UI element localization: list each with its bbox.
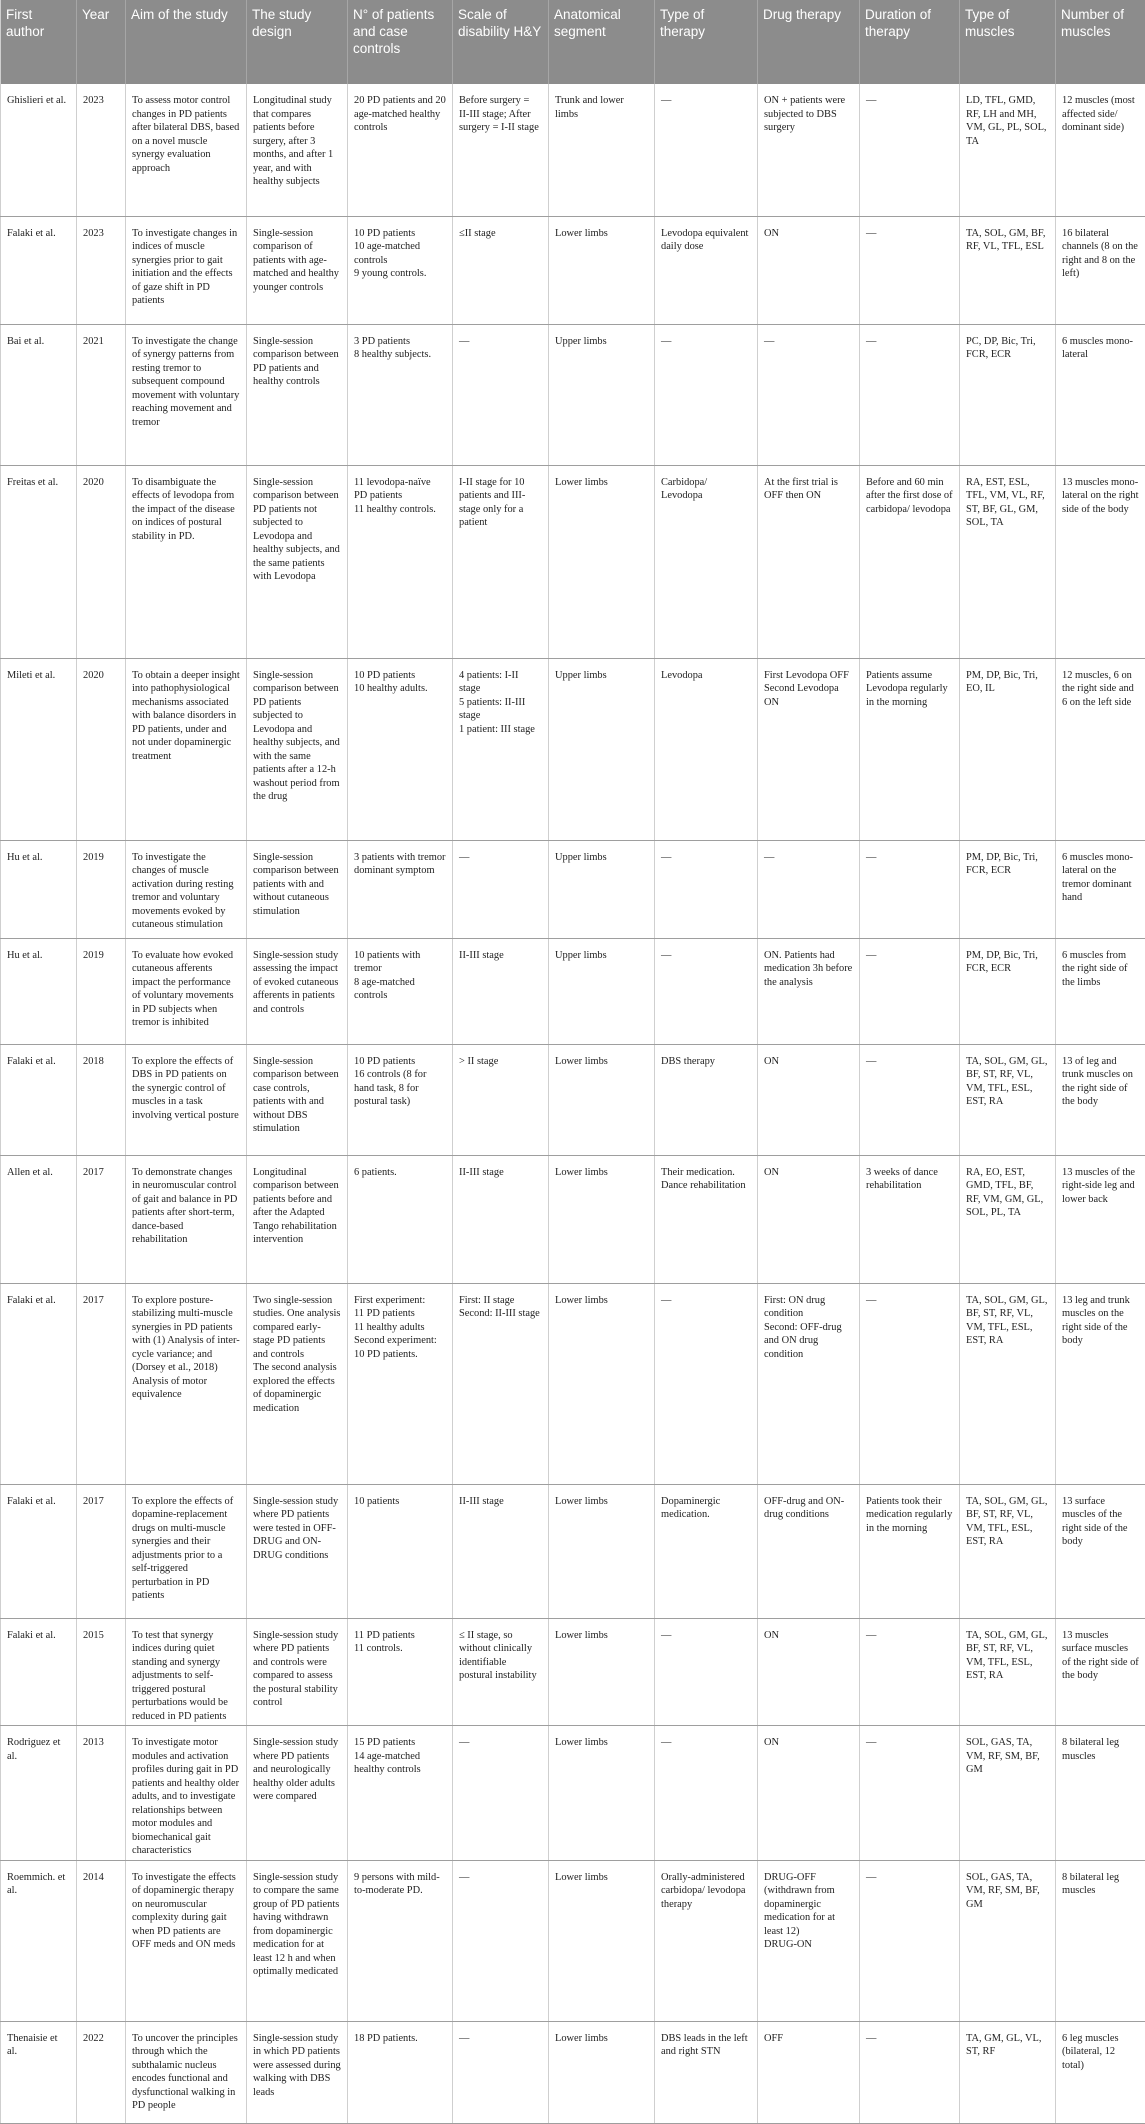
table-row — [1, 84, 1145, 216]
cell-year: 2021 — [77, 324, 126, 465]
cell-aim: To obtain a deeper insight into pathophysiological mechanisms associated with balance disorders in PD patients, under and not under dopaminergic treatment — [126, 658, 247, 840]
cell-first-author: Falaki et al. — [1, 1618, 77, 1726]
cell-aim: To disambiguate the effects of levodopa from the impact of the disease on indices of postural stability in PD. — [126, 465, 247, 658]
cell-first-author: Bai et al. — [1, 324, 77, 465]
header-anatomical-segment: Anatomical segment — [549, 0, 655, 84]
cell-aim: To test that synergy indices during quiet standing and synergy adjustments to self-triggered postural perturbations would be reduced in PD patients — [126, 1618, 247, 1726]
cell-patients-controls: 3 PD patients 8 healthy subjects. — [348, 324, 453, 465]
cell-muscle-count: 8 bilateral leg muscles — [1056, 1860, 1145, 2021]
cell-study-design: Single-session study assessing the impact of evoked cutaneous afferents in patients and controls — [247, 938, 348, 1044]
cell-therapy-type: Carbidopa/ Levodopa — [655, 465, 758, 658]
cell-therapy-duration: Patients took their medication regularly in the morning — [860, 1484, 960, 1618]
cell-muscle-types: TA, SOL, GM, BF, RF, VL, TFL, ESL — [960, 216, 1056, 324]
cell-therapy-duration: — — [860, 1283, 960, 1484]
cell-disability-scale: — — [453, 2021, 549, 2123]
cell-anatomical-segment: Lower limbs — [549, 1860, 655, 2021]
cell-patients-controls: 11 PD patients 11 controls. — [348, 1618, 453, 1726]
cell-year: 2013 — [77, 1726, 126, 1861]
cell-muscle-count: 12 muscles, 6 on the right side and 6 on the left side — [1056, 658, 1145, 840]
cell-drug-therapy: ON — [758, 1155, 860, 1283]
cell-first-author: Freitas et al. — [1, 465, 77, 658]
table-row — [1, 2021, 1145, 2123]
header-therapy-type: Type of therapy — [655, 0, 758, 84]
cell-aim: To assess motor control changes in PD patients after bilateral DBS, based on a novel muscle synergy evaluation approach — [126, 84, 247, 216]
cell-first-author: Falaki et al. — [1, 1044, 77, 1155]
cell-drug-therapy: ON — [758, 1044, 860, 1155]
cell-muscle-count: 13 muscles of the right-side leg and lower back — [1056, 1155, 1145, 1283]
cell-therapy-type: — — [655, 840, 758, 938]
table-row — [1, 1484, 1145, 1618]
cell-muscle-types: SOL, GAS, TA, VM, RF, SM, BF, GM — [960, 1726, 1056, 1861]
cell-disability-scale: I-II stage for 10 patients and III- stage only for a patient — [453, 465, 549, 658]
cell-disability-scale: First: II stage Second: II-III stage — [453, 1283, 549, 1484]
cell-disability-scale: — — [453, 324, 549, 465]
table-body — [1, 84, 1145, 2123]
cell-patients-controls: 10 PD patients 16 controls (8 for hand task, 8 for postural task) — [348, 1044, 453, 1155]
cell-therapy-duration: Patients assume Levodopa regularly in the morning — [860, 658, 960, 840]
cell-therapy-duration: — — [860, 216, 960, 324]
cell-muscle-types: PM, DP, Bic, Tri, EO, IL — [960, 658, 1056, 840]
cell-anatomical-segment: Lower limbs — [549, 1726, 655, 1861]
cell-therapy-type: Levodopa equivalent daily dose — [655, 216, 758, 324]
header-study-design: The study design — [247, 0, 348, 84]
cell-drug-therapy: DRUG-OFF (withdrawn from dopaminergic medication for at least 12) DRUG-ON — [758, 1860, 860, 2021]
cell-muscle-count: 6 muscles mono-lateral — [1056, 324, 1145, 465]
cell-therapy-type: — — [655, 84, 758, 216]
cell-muscle-types: PM, DP, Bic, Tri, FCR, ECR — [960, 840, 1056, 938]
header-muscle-count: Number of muscles — [1056, 0, 1145, 84]
cell-therapy-type: DBS leads in the left and right STN — [655, 2021, 758, 2123]
cell-study-design: Single-session study where PD patients and controls were compared to assess the postural stability control — [247, 1618, 348, 1726]
table-row — [1, 938, 1145, 1044]
header-disability-scale: Scale of disability H&Y — [453, 0, 549, 84]
cell-drug-therapy: OFF-drug and ON-drug conditions — [758, 1484, 860, 1618]
cell-disability-scale: — — [453, 840, 549, 938]
table-row — [1, 1860, 1145, 2021]
cell-therapy-duration: — — [860, 1726, 960, 1861]
cell-aim: To demonstrate changes in neuromuscular control of gait and balance in PD patients after short-term, dance-based rehabilitation — [126, 1155, 247, 1283]
cell-therapy-duration: — — [860, 1618, 960, 1726]
cell-therapy-type: DBS therapy — [655, 1044, 758, 1155]
cell-disability-scale: II-III stage — [453, 1155, 549, 1283]
table-row — [1, 1155, 1145, 1283]
cell-year: 2023 — [77, 84, 126, 216]
cell-aim: To uncover the principles through which the subthalamic nucleus encodes functional and dysfunctional walking in PD people — [126, 2021, 247, 2123]
cell-therapy-type: Dopaminergic medication. — [655, 1484, 758, 1618]
cell-muscle-count: 6 leg muscles (bilateral, 12 total) — [1056, 2021, 1145, 2123]
cell-aim: To investigate the changes of muscle activation during resting tremor and voluntary movements evoked by cutaneous stimulation — [126, 840, 247, 938]
cell-drug-therapy: ON — [758, 216, 860, 324]
cell-first-author: Rodriguez et al. — [1, 1726, 77, 1861]
cell-therapy-type: — — [655, 1618, 758, 1726]
cell-patients-controls: 15 PD patients 14 age-matched healthy controls — [348, 1726, 453, 1861]
cell-study-design: Single-session study in which PD patients were assessed during walking with DBS leads — [247, 2021, 348, 2123]
cell-aim: To investigate changes in indices of muscle synergies prior to gait initiation and the effects of gaze shift in PD patients — [126, 216, 247, 324]
cell-patients-controls: 20 PD patients and 20 age-matched healthy controls — [348, 84, 453, 216]
cell-first-author: Hu et al. — [1, 840, 77, 938]
table-row — [1, 324, 1145, 465]
cell-therapy-duration: — — [860, 84, 960, 216]
cell-disability-scale: Before surgery = II-III stage; After surgery = I-II stage — [453, 84, 549, 216]
cell-anatomical-segment: Lower limbs — [549, 465, 655, 658]
cell-disability-scale: ≤ II stage, so without clinically identifiable postural instability — [453, 1618, 549, 1726]
cell-muscle-types: RA, EST, ESL, TFL, VM, VL, RF, ST, BF, GL, GM, SOL, TA — [960, 465, 1056, 658]
cell-aim: To investigate the effects of dopaminergic therapy on neuromuscular complexity during gait when PD patients are OFF meds and ON meds — [126, 1860, 247, 2021]
cell-drug-therapy: — — [758, 324, 860, 465]
cell-drug-therapy: ON + patients were subjected to DBS surgery — [758, 84, 860, 216]
cell-muscle-count: 13 muscles surface muscles of the right side of the body — [1056, 1618, 1145, 1726]
cell-year: 2018 — [77, 1044, 126, 1155]
cell-therapy-type: — — [655, 324, 758, 465]
cell-disability-scale: — — [453, 1860, 549, 2021]
table-row — [1, 658, 1145, 840]
cell-disability-scale: 4 patients: I-II stage 5 patients: II-III stage 1 patient: III stage — [453, 658, 549, 840]
cell-anatomical-segment: Upper limbs — [549, 658, 655, 840]
cell-anatomical-segment: Lower limbs — [549, 1618, 655, 1726]
cell-first-author: Thenaisie et al. — [1, 2021, 77, 2123]
cell-year: 2015 — [77, 1618, 126, 1726]
cell-study-design: Single-session comparison of patients with age-matched and healthy younger controls — [247, 216, 348, 324]
cell-muscle-count: 16 bilateral channels (8 on the right and 8 on the left) — [1056, 216, 1145, 324]
cell-study-design: Single-session study where PD patients and neurologically healthy older adults were compared — [247, 1726, 348, 1861]
cell-drug-therapy: ON. Patients had medication 3h before the analysis — [758, 938, 860, 1044]
cell-first-author: Allen et al. — [1, 1155, 77, 1283]
cell-disability-scale: II-III stage — [453, 938, 549, 1044]
cell-therapy-type: Their medication. Dance rehabilitation — [655, 1155, 758, 1283]
cell-anatomical-segment: Lower limbs — [549, 1044, 655, 1155]
header-aim: Aim of the study — [126, 0, 247, 84]
cell-year: 2019 — [77, 840, 126, 938]
cell-anatomical-segment: Lower limbs — [549, 2021, 655, 2123]
cell-therapy-type: — — [655, 938, 758, 1044]
cell-study-design: Single-session comparison between PD patients and healthy controls — [247, 324, 348, 465]
cell-therapy-duration: Before and 60 min after the first dose of carbidopa/ levodopa — [860, 465, 960, 658]
cell-year: 2020 — [77, 658, 126, 840]
cell-anatomical-segment: Lower limbs — [549, 1155, 655, 1283]
cell-muscle-types: RA, EO, EST, GMD, TFL, BF, RF, VM, GM, GL, SOL, PL, TA — [960, 1155, 1056, 1283]
cell-muscle-count: 8 bilateral leg muscles — [1056, 1726, 1145, 1861]
cell-patients-controls: 3 patients with tremor dominant symptom — [348, 840, 453, 938]
table-row — [1, 1044, 1145, 1155]
cell-study-design: Longitudinal study that compares patients before surgery, after 3 months, and after 1 year, and with healthy subjects — [247, 84, 348, 216]
cell-drug-therapy: ON — [758, 1618, 860, 1726]
cell-patients-controls: 10 PD patients 10 healthy adults. — [348, 658, 453, 840]
cell-aim: To explore the effects of DBS in PD patients on the synergic control of muscles in a task involving vertical posture — [126, 1044, 247, 1155]
cell-muscle-count: 6 muscles from the right side of the limbs — [1056, 938, 1145, 1044]
cell-drug-therapy: First: ON drug condition Second: OFF-drug and ON drug condition — [758, 1283, 860, 1484]
header-patients-controls: N° of patients and case controls — [348, 0, 453, 84]
cell-study-design: Single-session comparison between case controls, patients with and without DBS stimulation — [247, 1044, 348, 1155]
cell-year: 2017 — [77, 1283, 126, 1484]
cell-study-design: Single-session comparison between PD patients not subjected to Levodopa and healthy subjects, and the same patients with Levodopa — [247, 465, 348, 658]
cell-patients-controls: 9 persons with mild-to-moderate PD. — [348, 1860, 453, 2021]
header-drug-therapy: Drug therapy — [758, 0, 860, 84]
cell-muscle-count: 13 surface muscles of the right side of the body — [1056, 1484, 1145, 1618]
header-therapy-duration: Duration of therapy — [860, 0, 960, 84]
cell-drug-therapy: — — [758, 840, 860, 938]
cell-muscle-types: TA, SOL, GM, GL, BF, ST, RF, VL, VM, TFL, ESL, EST, RA — [960, 1484, 1056, 1618]
cell-study-design: Single-session comparison between patients with and without cutaneous stimulation — [247, 840, 348, 938]
cell-disability-scale: — — [453, 1726, 549, 1861]
cell-therapy-duration: — — [860, 1860, 960, 2021]
table-row — [1, 1283, 1145, 1484]
cell-year: 2017 — [77, 1484, 126, 1618]
cell-patients-controls: 18 PD patients. — [348, 2021, 453, 2123]
cell-anatomical-segment: Lower limbs — [549, 216, 655, 324]
cell-therapy-duration: — — [860, 1044, 960, 1155]
cell-study-design: Single-session study where PD patients were tested in OFF-DRUG and ON-DRUG conditions — [247, 1484, 348, 1618]
cell-muscle-count: 12 muscles (most affected side/ dominant side) — [1056, 84, 1145, 216]
cell-patients-controls: 10 patients — [348, 1484, 453, 1618]
cell-disability-scale: > II stage — [453, 1044, 549, 1155]
cell-muscle-count: 6 muscles mono-lateral on the tremor dominant hand — [1056, 840, 1145, 938]
cell-therapy-type: — — [655, 1726, 758, 1861]
cell-aim: To investigate motor modules and activation profiles during gait in PD patients and healthy older adults, and to investigate relationships between motor modules and biomechanical gait characteristics — [126, 1726, 247, 1861]
table-row — [1, 465, 1145, 658]
cell-first-author: Roemmich. et al. — [1, 1860, 77, 2021]
cell-muscle-types: PM, DP, Bic, Tri, FCR, ECR — [960, 938, 1056, 1044]
cell-year: 2019 — [77, 938, 126, 1044]
cell-year: 2023 — [77, 216, 126, 324]
cell-muscle-types: LD, TFL, GMD, RF, LH and MH, VM, GL, PL, SOL, TA — [960, 84, 1056, 216]
cell-disability-scale: II-III stage — [453, 1484, 549, 1618]
cell-therapy-duration: 3 weeks of dance rehabilitation — [860, 1155, 960, 1283]
cell-first-author: Falaki et al. — [1, 216, 77, 324]
cell-muscle-count: 13 muscles mono-lateral on the right side of the body — [1056, 465, 1145, 658]
cell-anatomical-segment: Upper limbs — [549, 324, 655, 465]
cell-anatomical-segment: Upper limbs — [549, 840, 655, 938]
cell-therapy-type: — — [655, 1283, 758, 1484]
table-row — [1, 1726, 1145, 1861]
cell-anatomical-segment: Lower limbs — [549, 1283, 655, 1484]
cell-muscle-types: PC, DP, Bic, Tri, FCR, ECR — [960, 324, 1056, 465]
cell-anatomical-segment: Trunk and lower limbs — [549, 84, 655, 216]
cell-study-design: Single-session study to compare the same group of PD patients having withdrawn from dopaminergic medication for at least 12 h and when optimally medicated — [247, 1860, 348, 2021]
cell-therapy-duration: — — [860, 2021, 960, 2123]
cell-study-design: Single-session comparison between PD patients subjected to Levodopa and healthy subjects, and with the same patients after a 12-h washout period from the drug — [247, 658, 348, 840]
header-year: Year — [77, 0, 126, 84]
cell-aim: To evaluate how evoked cutaneous afferents impact the performance of voluntary movements in PD subjects when tremor is inhibited — [126, 938, 247, 1044]
cell-drug-therapy: ON — [758, 1726, 860, 1861]
cell-drug-therapy: At the first trial is OFF then ON — [758, 465, 860, 658]
cell-drug-therapy: OFF — [758, 2021, 860, 2123]
cell-anatomical-segment: Lower limbs — [549, 1484, 655, 1618]
cell-muscle-count: 13 leg and trunk muscles on the right side of the body — [1056, 1283, 1145, 1484]
cell-muscle-types: TA, SOL, GM, GL, BF, ST, RF, VL, VM, TFL, ESL, EST, RA — [960, 1044, 1056, 1155]
cell-first-author: Falaki et al. — [1, 1283, 77, 1484]
cell-first-author: Mileti et al. — [1, 658, 77, 840]
cell-therapy-duration: — — [860, 938, 960, 1044]
cell-year: 2014 — [77, 1860, 126, 2021]
cell-muscle-types: TA, SOL, GM, GL, BF, ST, RF, VL, VM, TFL, ESL, EST, RA — [960, 1283, 1056, 1484]
cell-year: 2017 — [77, 1155, 126, 1283]
cell-year: 2022 — [77, 2021, 126, 2123]
cell-first-author: Ghislieri et al. — [1, 84, 77, 216]
cell-drug-therapy: First Levodopa OFF Second Levodopa ON — [758, 658, 860, 840]
cell-therapy-type: Levodopa — [655, 658, 758, 840]
cell-patients-controls: 11 levodopa-naïve PD patients 11 healthy controls. — [348, 465, 453, 658]
cell-therapy-duration: — — [860, 840, 960, 938]
cell-patients-controls: First experiment: 11 PD patients 11 healthy adults Second experiment: 10 PD patients. — [348, 1283, 453, 1484]
header-muscle-types: Type of muscles — [960, 0, 1056, 84]
table-row — [1, 216, 1145, 324]
cell-therapy-type: Orally-administered carbidopa/ levodopa therapy — [655, 1860, 758, 2021]
cell-year: 2020 — [77, 465, 126, 658]
cell-study-design: Two single-session studies. One analysis compared early-stage PD patients and controls The second analysis explored the effects of dopaminergic medication — [247, 1283, 348, 1484]
cell-study-design: Longitudinal comparison between patients before and after the Adapted Tango rehabilitation intervention — [247, 1155, 348, 1283]
cell-anatomical-segment: Upper limbs — [549, 938, 655, 1044]
cell-muscle-types: TA, SOL, GM, GL, BF, ST, RF, VL, VM, TFL, ESL, EST, RA — [960, 1618, 1056, 1726]
cell-aim: To investigate the change of synergy patterns from resting tremor to subsequent compound movement with voluntary reaching movement and tremor — [126, 324, 247, 465]
header-row — [1, 0, 1145, 84]
cell-aim: To explore the effects of dopamine-replacement drugs on multi-muscle synergies and their adjustments prior to a self-triggered perturbation in PD patients — [126, 1484, 247, 1618]
cell-patients-controls: 6 patients. — [348, 1155, 453, 1283]
cell-first-author: Hu et al. — [1, 938, 77, 1044]
cell-patients-controls: 10 PD patients 10 age-matched controls 9 young controls. — [348, 216, 453, 324]
table-row — [1, 1618, 1145, 1726]
cell-disability-scale: ≤II stage — [453, 216, 549, 324]
table-row — [1, 840, 1145, 938]
cell-muscle-count: 13 of leg and trunk muscles on the right side of the body — [1056, 1044, 1145, 1155]
header-first-author: First author — [1, 0, 77, 84]
cell-therapy-duration: — — [860, 324, 960, 465]
cell-patients-controls: 10 patients with tremor 8 age-matched controls — [348, 938, 453, 1044]
cell-muscle-types: TA, GM, GL, VL, ST, RF — [960, 2021, 1056, 2123]
cell-muscle-types: SOL, GAS, TA, VM, RF, SM, BF, GM — [960, 1860, 1056, 2021]
cell-first-author: Falaki et al. — [1, 1484, 77, 1618]
cell-aim: To explore posture-stabilizing multi-muscle synergies in PD patients with (1) Analysis of inter-cycle variance; and (Dorsey et al., 2018) Analysis of motor equivalence — [126, 1283, 247, 1484]
